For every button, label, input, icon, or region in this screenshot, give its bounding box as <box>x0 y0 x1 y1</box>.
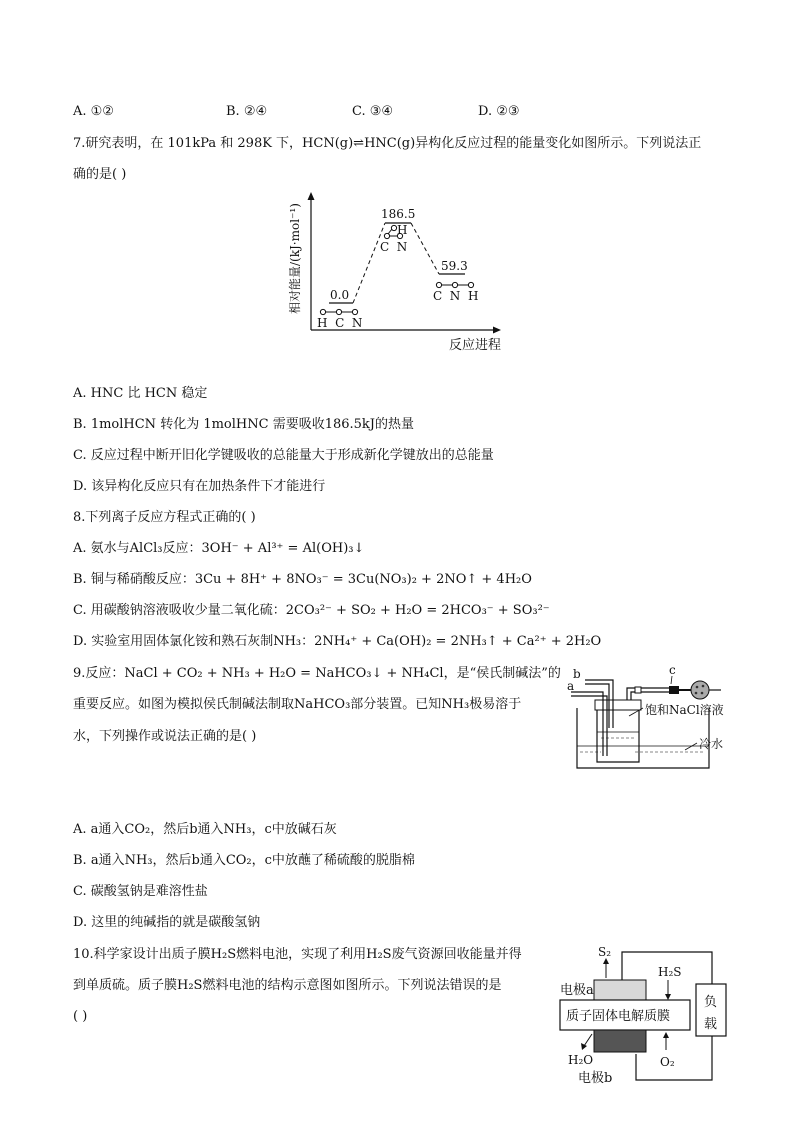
q9-stem-line3: 水，下列操作或说法正确的是( ) <box>73 729 257 744</box>
tube-c-label: c <box>669 663 676 677</box>
q10-fuel-cell-diagram <box>556 942 736 1090</box>
q6-option-b: B. ②④ <box>226 104 268 119</box>
nacl-solution-label: 饱和NaCl溶液 <box>645 703 724 717</box>
s2-label: S₂ <box>598 945 612 959</box>
membrane-label: 质子固体电解质膜 <box>566 1009 671 1024</box>
q6-option-d: D. ②③ <box>478 104 520 119</box>
q9-option-c: C. 碳酸氢钠是难溶性盐 <box>73 884 208 899</box>
q6-option-c: C. ③④ <box>352 104 394 119</box>
ts-energy-value: 186.5 <box>381 207 416 221</box>
q9-apparatus-diagram <box>565 662 755 774</box>
q7-stem-line2: 确的是( ) <box>73 167 127 182</box>
q7-stem-line1: 7.研究表明，在 101kPa 和 298K 下，HCN(g)⇌HNC(g)异构化反应过程的能量变化如图所示。下列说法正 <box>73 136 702 151</box>
q7-option-d: D. 该异构化反应只有在加热条件下才能进行 <box>73 479 326 494</box>
q7-option-a: A. HNC 比 HCN 稳定 <box>73 386 208 401</box>
load-label-1: 负 <box>704 995 718 1010</box>
h2s-label: H₂S <box>658 965 682 979</box>
q9-stem-line1: 9.反应：NaCl + CO₂ + NH₃ + H₂O = NaHCO₃↓ + NH₄Cl，是“侯氏制碱法”的 <box>73 666 561 681</box>
q8-option-a: A. 氨水与AlCl₃反应：3OH⁻ + Al³⁺ = Al(OH)₃↓ <box>73 541 365 556</box>
q7-energy-diagram <box>283 190 513 355</box>
end-energy-value: 59.3 <box>441 259 468 273</box>
start-energy-value: 0.0 <box>330 288 350 302</box>
q9-option-a: A. a通入CO₂，然后b通入NH₃，c中放碱石灰 <box>73 822 337 837</box>
ts-atom-top: H <box>397 223 408 237</box>
q10-stem-line2: 到单质硫。质子膜H₂S燃料电池的结构示意图如图所示。下列说法错误的是 <box>73 978 502 993</box>
q10-stem-line3: ( ) <box>73 1009 88 1024</box>
hcn-atom-labels: H C N <box>317 316 363 330</box>
q8-option-c: C. 用碳酸钠溶液吸收少量二氧化硫：2CO₃²⁻ + SO₂ + H₂O = 2HCO₃⁻ + SO₃²⁻ <box>73 603 550 618</box>
q10-stem-line1: 10.科学家设计出质子膜H₂S燃料电池，实现了利用H₂S废气资源回收能量并得 <box>73 947 522 962</box>
x-axis-label: 反应进程 <box>449 338 502 353</box>
q9-option-d: D. 这里的纯碱指的就是碳酸氢钠 <box>73 915 261 930</box>
tube-b-label: b <box>573 667 581 681</box>
electrode-a-label: 电极a <box>560 983 594 998</box>
cold-water-label: 冷水 <box>699 737 724 751</box>
hnc-atom-labels: C N H <box>433 289 479 303</box>
q9-option-b: B. a通入NH₃，然后b通入CO₂，c中放蘸了稀硫酸的脱脂棉 <box>73 853 415 868</box>
q8-option-d: D. 实验室用固体氯化铵和熟石灰制NH₃：2NH₄⁺ + Ca(OH)₂ = 2NH₃↑ + Ca²⁺ + 2H₂O <box>73 634 602 649</box>
electrode-b-label: 电极b <box>578 1071 613 1086</box>
y-axis-label: 相对能量/(kJ·mol⁻¹) <box>288 203 302 314</box>
q7-option-c: C. 反应过程中断开旧化学键吸收的总能量大于形成新化学键放出的总能量 <box>73 448 494 463</box>
h2o-label: H₂O <box>568 1053 594 1067</box>
q6-option-a: A. ①② <box>73 104 114 119</box>
load-label-2: 载 <box>704 1017 718 1032</box>
q9-stem-line2: 重要反应。如图为模拟侯氏制碱法制取NaHCO₃部分装置。已知NH₃极易溶于 <box>73 697 522 712</box>
q8-stem: 8.下列离子反应方程式正确的( ) <box>73 510 256 525</box>
ts-atom-bottom: C N <box>380 240 408 254</box>
q8-option-b: B. 铜与稀硝酸反应：3Cu + 8H⁺ + 8NO₃⁻ = 3Cu(NO₃)₂ + 2NO↑ + 4H₂O <box>73 572 532 587</box>
o2-label: O₂ <box>660 1055 675 1069</box>
q7-option-b: B. 1molHCN 转化为 1molHNC 需要吸收186.5kJ的热量 <box>73 417 415 432</box>
tube-a-label: a <box>567 679 575 693</box>
